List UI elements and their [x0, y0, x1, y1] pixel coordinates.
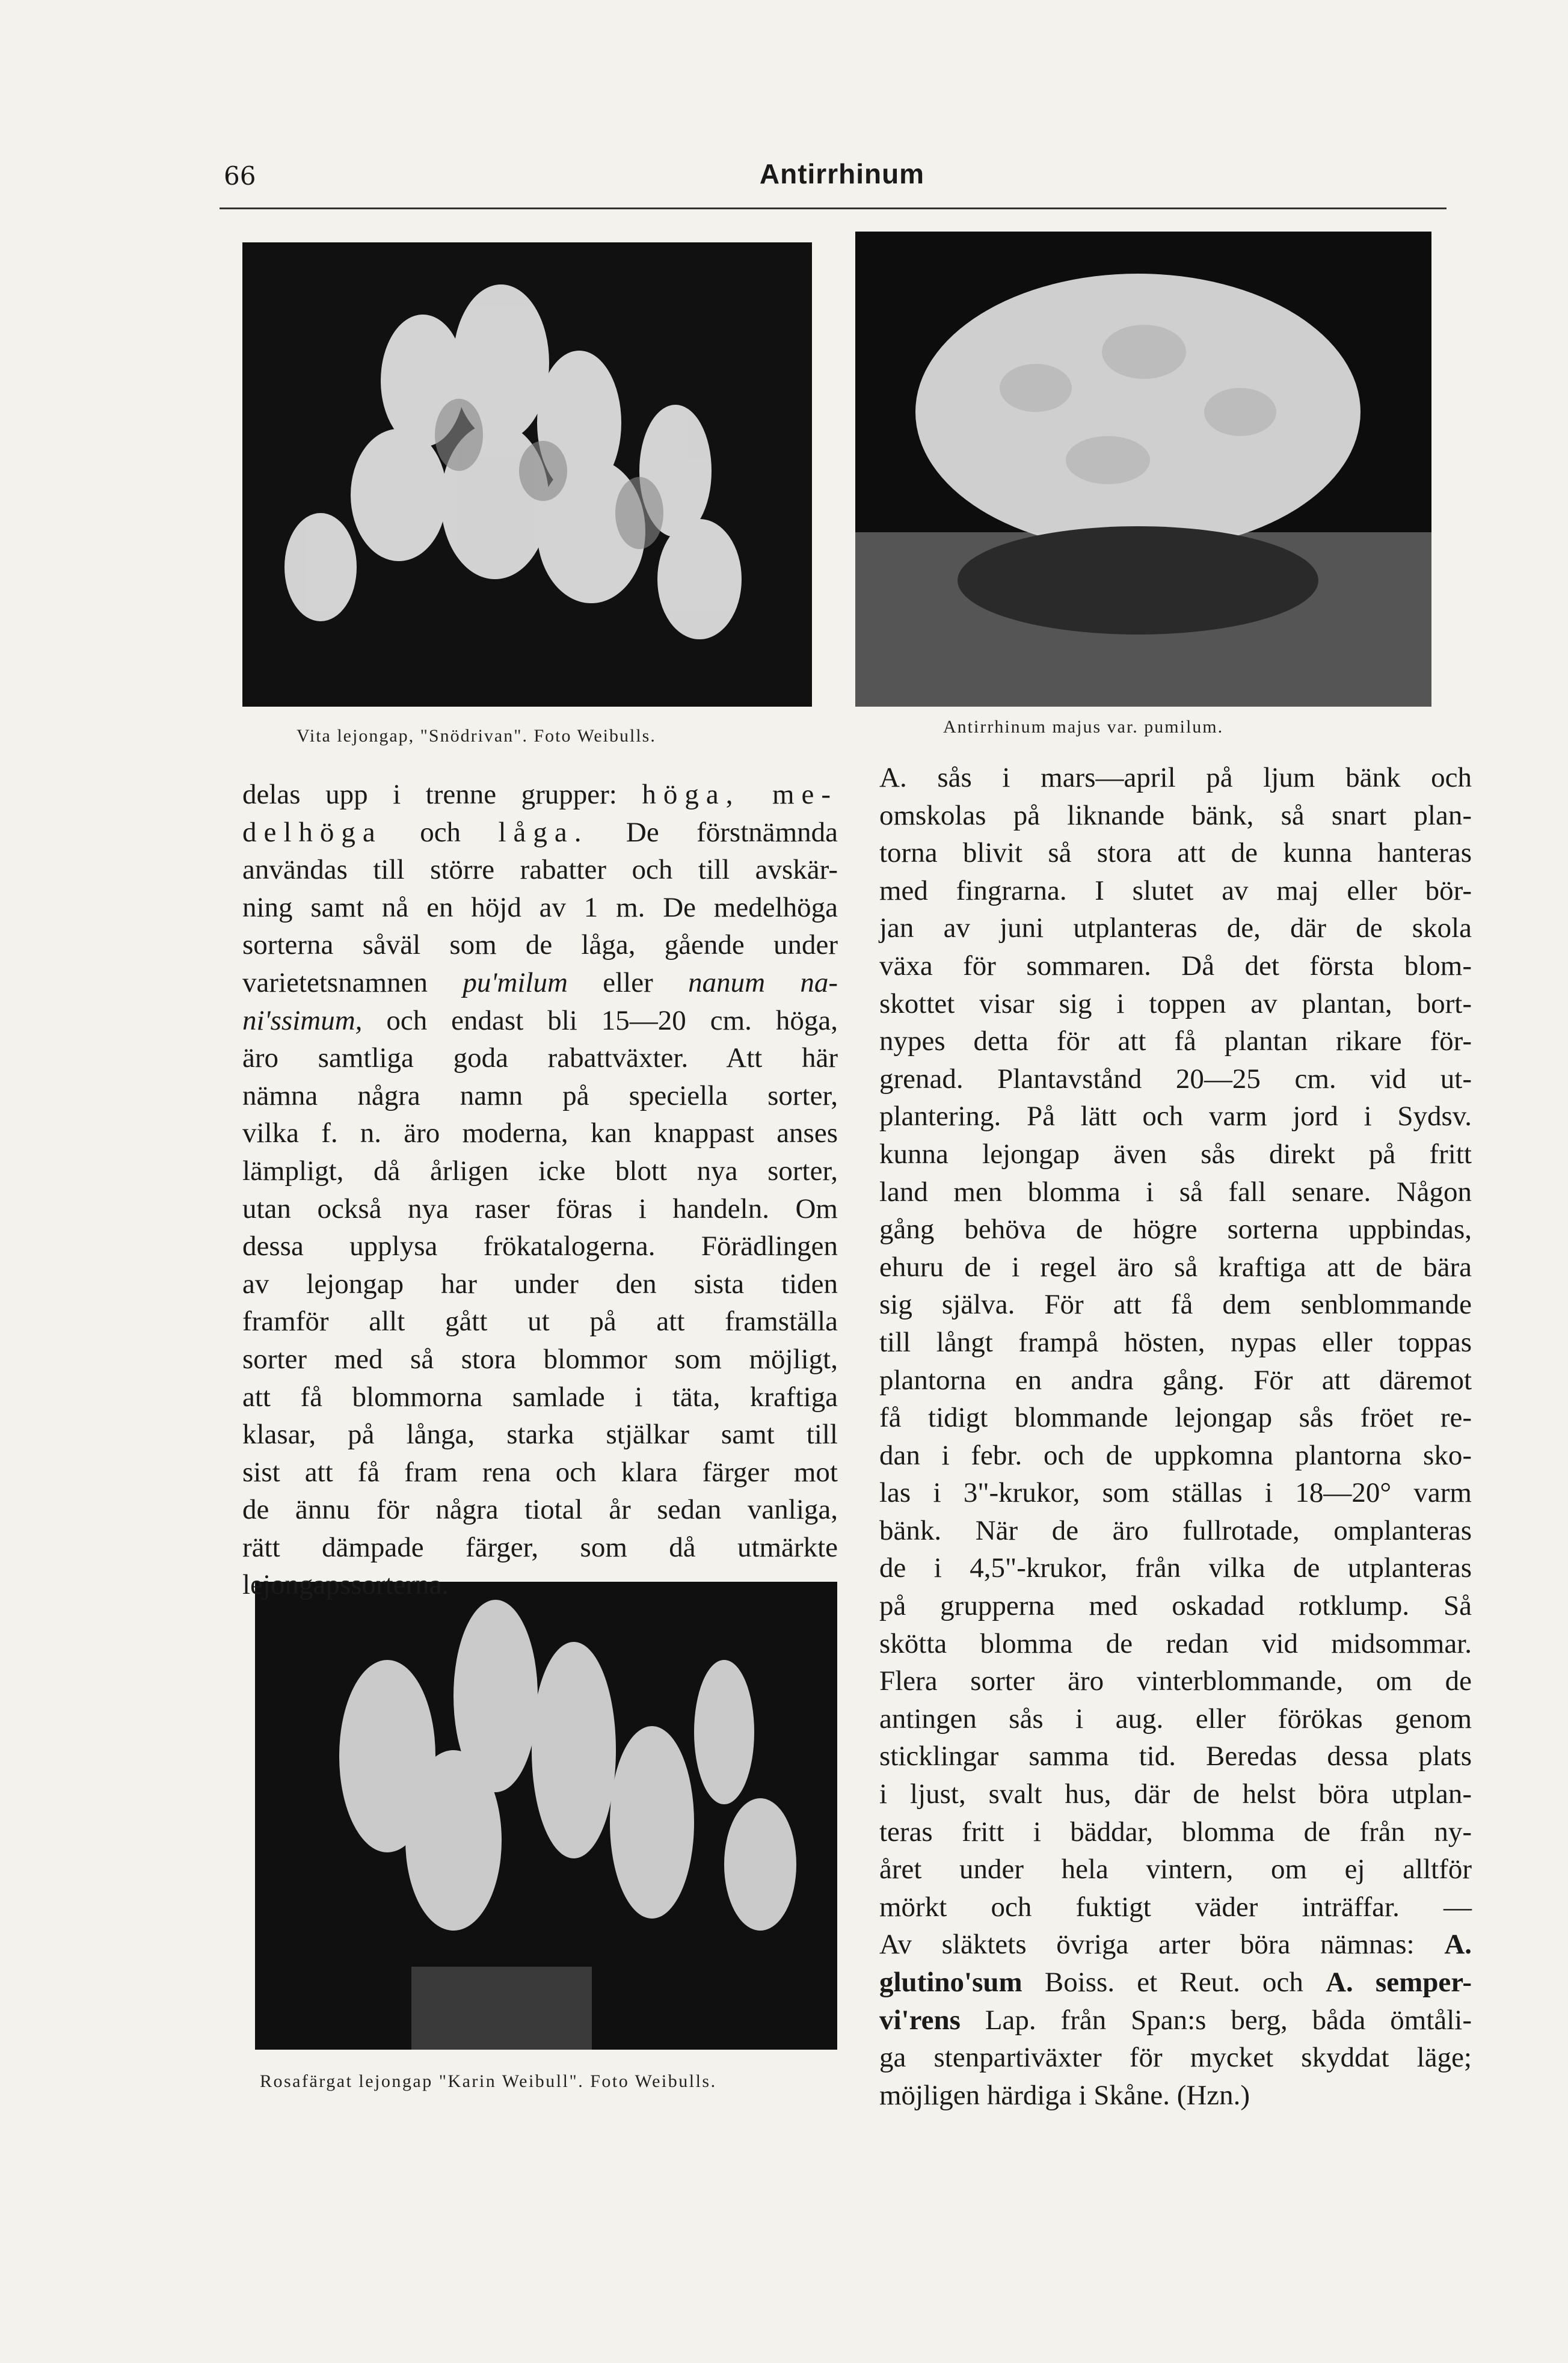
- text-line: plantorna en andra gång. För att däremot: [879, 1364, 1472, 1396]
- text-line: gång behöva de högre sorterna uppbindas,: [879, 1214, 1472, 1246]
- text-line: rätt dämpade färger, som då utmärkte: [242, 1531, 838, 1563]
- text-line: teras fritt i bäddar, blomma de från ny-: [879, 1816, 1472, 1848]
- text-line: omskolas på liknande bänk, så snart plan-: [879, 799, 1472, 831]
- text-line: skötta blomma de redan vid midsommar.: [879, 1627, 1472, 1659]
- text-line: utan också nya raser föras i handeln. Om: [242, 1193, 838, 1225]
- figure-caption: Vita lejongap, "Snödrivan". Foto Weibulls.: [297, 726, 656, 746]
- text-line: ning samt nå en höjd av 1 m. De medelhöga: [242, 891, 838, 923]
- left-column-text: [242, 776, 838, 1604]
- text-line: vi'rens Lap. från Span:s berg, båda ömtåli-: [879, 2004, 1472, 2036]
- photo-antirrhinum-pumilum: [855, 232, 1431, 707]
- text-line: land men blomma i så fall senare. Någon: [879, 1176, 1472, 1208]
- text-line: varietetsnamnen pu'milum eller nanum na-: [242, 966, 838, 998]
- text-line: dan i febr. och de uppkomna plantorna sko-: [879, 1439, 1472, 1471]
- text-line: jan av juni utplanteras de, där de skola: [879, 912, 1472, 944]
- text-line: skottet visar sig i toppen av plantan, bort-: [879, 988, 1472, 1019]
- text-line: Av släktets övriga arter böra nämnas: A.: [879, 1929, 1472, 1961]
- text-line: mörkt och fuktigt väder inträffar. —: [879, 1891, 1472, 1923]
- running-title: Antirrhinum: [759, 158, 925, 189]
- header-rule: [220, 207, 1447, 209]
- text-line: A. sås i mars—april på ljum bänk och: [879, 762, 1472, 793]
- text-line: på grupperna med oskadad rotklump. Så: [879, 1590, 1472, 1622]
- text-line: nypes detta för att få plantan rikare för-: [879, 1025, 1472, 1057]
- text-line: nämna några namn på speciella sorter,: [242, 1080, 838, 1111]
- text-line: växa för sommaren. Då det första blom-: [879, 950, 1472, 982]
- text-line: glutino'sum Boiss. et Reut. och A. semper-: [879, 1967, 1472, 1998]
- text-line: vilka f. n. äro moderna, kan knappast anses: [242, 1117, 838, 1149]
- text-line: antingen sås i aug. eller förökas genom: [879, 1703, 1472, 1735]
- text-line: delhöga och låga. De förstnämnda: [242, 816, 838, 848]
- text-line: sorterna såväl som de låga, gående under: [242, 929, 838, 961]
- text-line: sist att få fram rena och klara färger mot: [242, 1456, 838, 1488]
- text-line: las i 3"-krukor, som ställas i 18—20° varm: [879, 1477, 1472, 1509]
- text-line: delas upp i trenne grupper: höga, me-: [242, 779, 838, 810]
- text-line: kunna lejongap även sås direkt på fritt: [879, 1138, 1472, 1170]
- text-line: att få blommorna samlade i täta, kraftiga: [242, 1381, 838, 1413]
- text-line: dessa upplysa frökatalogerna. Förädlingen: [242, 1231, 838, 1262]
- photo-pink-snapdragons: [255, 1582, 837, 2050]
- text-line: de i 4,5"-krukor, från vilka de utplanteras: [879, 1552, 1472, 1584]
- text-line: till långt frampå hösten, nypas eller toppas: [879, 1326, 1472, 1358]
- text-line: ni'ssimum, och endast bli 15—20 cm. höga,: [242, 1004, 838, 1036]
- right-column-text: [879, 759, 1472, 2114]
- text-line: ehuru de i regel äro så kraftiga att de bära: [879, 1251, 1472, 1283]
- text-line: av lejongap har under den sista tiden: [242, 1268, 838, 1300]
- text-line: året under hela vintern, om ej alltför: [879, 1854, 1472, 1885]
- photo-white-snapdragons: [242, 242, 812, 707]
- text-line: klasar, på långa, starka stjälkar samt till: [242, 1419, 838, 1451]
- figure-caption: Antirrhinum majus var. pumilum.: [943, 717, 1224, 737]
- text-line: få tidigt blommande lejongap sås fröet re-: [879, 1402, 1472, 1434]
- text-line: sorter med så stora blommor som möjligt,: [242, 1343, 838, 1375]
- text-line: lejongapssorterna.: [242, 1569, 449, 1601]
- figure-caption: Rosafärgat lejongap "Karin Weibull". Foto Weibulls.: [260, 2071, 717, 2091]
- text-line: plantering. På lätt och varm jord i Sydsv.: [879, 1101, 1472, 1132]
- text-line: framför allt gått ut på att framställa: [242, 1306, 838, 1338]
- text-line: i ljust, svalt hus, där de helst böra utplan-: [879, 1778, 1472, 1810]
- text-line: de ännu för några tiotal år sedan vanliga,: [242, 1494, 838, 1526]
- text-line: grenad. Plantavstånd 20—25 cm. vid ut-: [879, 1063, 1472, 1095]
- text-line: användas till större rabatter och till avskär-: [242, 854, 838, 886]
- text-line: sticklingar samma tid. Beredas dessa plats: [879, 1741, 1472, 1772]
- text-line: ga stenpartiväxter för mycket skyddat läge;: [879, 2042, 1472, 2074]
- text-line: med fingrarna. I slutet av maj eller bör-: [879, 874, 1472, 906]
- text-line: torna blivit så stora att de kunna hanteras: [879, 837, 1472, 869]
- text-line: sig själva. För att få dem senblommande: [879, 1289, 1472, 1321]
- text-line: Flera sorter äro vinterblommande, om de: [879, 1665, 1472, 1697]
- text-line: äro samtliga goda rabattväxter. Att här: [242, 1042, 838, 1074]
- text-line: lämpligt, då årligen icke blott nya sorter,: [242, 1155, 838, 1187]
- text-line: bänk. När de äro fullrotade, omplanteras: [879, 1514, 1472, 1546]
- text-line: möjligen härdiga i Skåne. (Hzn.): [879, 2079, 1250, 2111]
- page-number: 66: [224, 161, 256, 191]
